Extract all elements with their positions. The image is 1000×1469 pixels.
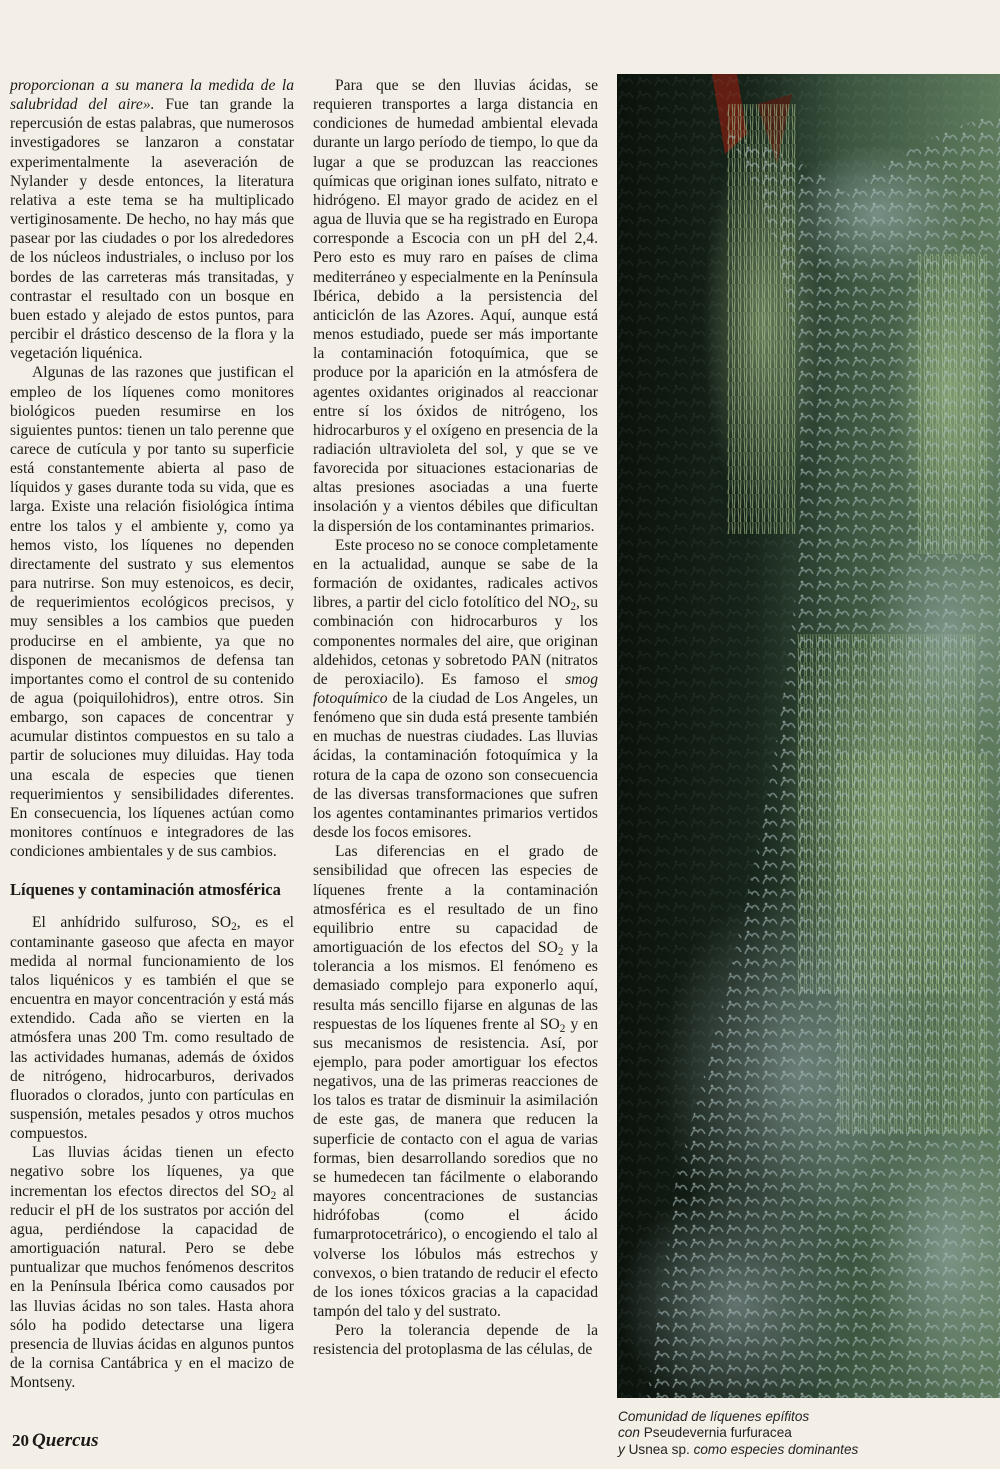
lichen-photo-icon [617,74,1000,1398]
lichen-photo-svg [617,74,1000,1398]
photo-caption [618,1409,998,1458]
middle-column [313,76,598,1359]
left-paragraph-2: Algunas de las razones que justifican el empleo de los líquenes como monitores biológicos pueden resumirse en los siguientes puntos: tienen un talo perenne que carece de cutícula y por tanto su superficie está constantemente abierta al paso de líquidos y gases durante toda su vida, que es larga. Existe una relación fisiológica íntima entre los talos y el ambiente y, como ya hemos visto, los líquenes no dependen directamente del sustrato y sus elementos para nutrirse. Son muy estenoicos, es decir, de requerimientos ecológicos precisos, y muy sensibles a los cambios que pueden producirse en el ambiente, ya que no disponen de mecanismos de defensa tan importantes como el control de su contenido de agua (poiquilohidros), entre otros. Sin embargo, son capaces de concentrar y acumular distintos compuestos en su talo a partir de soluciones muy diluidas. Hay toda una escala de especies que tienen requerimientos y sensibilidades diferentes. En consecuencia, los líquenes actúan como monitores contínuos e integradores de las condiciones ambientales y de sus cambios. [10,364,294,861]
species-pseudevernia: Pseudevernia furfuracea [643,1425,792,1441]
left-paragraph-1: proporcionan a su manera la medida de la salubridad del aire». Fue tan grande la repercusión de estas palabras, que numerosos investigadores se lanzaron a constatar experimentalmente la aseveración de Nylander y desde entonces, la literatura relativa a este tema se ha multiplicado vertiginosamente. De hecho, no hay más que pasear por las ciudades o por los alrededores de los núcleos industriales, o incluso por los bordes de las carreteras más transitadas, y contrastar el resultado con un bosque en buen estado y alejado de estos puntos, para percibir el drástico descenso de la flora y la vegetación liquénica. [10,77,294,363]
middle-paragraph-2: Este proceso no se conoce completamente en la actualidad, aunque se sabe de la formación de oxidantes, radicales activos libres, a partir del ciclo fotolítico del $NO_2$, su combinación con hidrocarburos y los componentes normales del aire, que originan aldehidos, cetonas y sobretodo PAN (nitratos de peroxiacilo). Es famoso el smog fotoquímico de la ciudad de Los Angeles, un fenómeno que sin duda está presente también en muchas de nuestras ciudades. Las lluvias ácidas, la contaminación fotoquímica y la rotura de la capa de ozono son consecuencia de las diversas transformaciones que sufren los agentes contaminantes primarios vertidos desde los focos emisores. [313,536,598,842]
page-number: 20 [12,1431,29,1450]
left-paragraph-4: Las lluvias ácidas tienen un efecto negativo sobre los líquenes, ya que incrementan los efectos directos del $SO_2$ al reducir el pH de los sustratos por acción del agua, perdiéndose la capacidad de amortiguación natural. Pero se debe puntualizar que muchos fenómenos descritos en la Península Ibérica como causados por las lluvias ácidas no son tales. Hasta ahora sólo ha podido detectarse una ligera presencia de lluvias ácidas en algunos puntos de la cornisa Cantábrica y en el macizo de Montseny. [10,1144,294,1392]
page-folio [12,1430,99,1452]
caption-line-3: y Usnea sp. como especies dominantes [618,1441,859,1457]
left-column [10,76,294,1392]
middle-paragraph-3: Las diferencias en el grado de sensibilidad que ofrecen las especies de líquenes frente a la contaminación atmosférica es el resultado de un fino equilibrio entre su capacidad de amortiguación de los efectos del $SO_2$ y la tolerancia a los mismos. El fenómeno es demasiado complejo para exponerlo aquí, resulta más sencillo fijarse en algunas de las respuestas de los líquenes frente al $SO_2$ y en sus mecanismos de resistencia. Así, por ejemplo, para poder amortiguar los efectos negativos, una de las primeras reacciones de los talos es tratar de disminuir la asimilación de este gas, de manera que reducen la superficie de contacto con el agua de varias formas, bien desarrollando soredios que no se humedecen tan fácilmente o elaborando mayores concentraciones de sustancias hidrófobas (como el ácido fumarprotocetrárico), o encogiendo el talo al volverse los lóbulos más estrechos y convexos, o bien tratando de reducir el efecto de los iones tóxicos gracias a la capacidad tampón del talo y del sustrato. [313,843,599,1320]
left-paragraph-3: El anhídrido sulfuroso, $SO_2$, es el contaminante gaseoso que afecta en mayor medida al normal funcionamiento de los talos liquénicos y es también el que se encuentra en mayor concentración y está más extendido. Cada año se vierten en la atmósfera unas 200 Tm. como resultado de las actividades humanas, además de óxidos de nitrógeno, hidrocarburos, derivados fluorados o clorados, junto con partículas en suspensión, metales pesados y otros muchos compuestos. [10,914,294,1143]
species-usnea: Usnea sp. [628,1441,690,1457]
middle-paragraph-4: Pero la tolerancia depende de la resistencia del protoplasma de las células, de [313,1322,598,1359]
quote-italic: proporcionan a su manera la medida de la salubridad del aire». [10,77,294,114]
magazine-name: Quercus [32,1430,99,1451]
middle-paragraph-1: Para que se den lluvias ácidas, se requieren transportes a larga distancia en condiciones de humedad ambiental elevada durante un largo período de tiempo, lo que da lugar a que se produzcan las reacciones químicas que originan iones sulfato, nitrato e hidrógeno. El mayor grado de acidez en el agua de lluvia que se ha registrado en Europa corresponde a Escocia con un pH del 2,4. Pero esto es muy raro en países de clima mediterráneo y especialmente en la Península Ibérica, debido a la persistencia del anticiclón de las Azores. Aquí, aunque está menos estudiado, puede ser más importante la contaminación fotoquímica, que se produce por la aparición en la atmósfera de agentes oxidantes originados al reaccionar entre sí los óxidos de nitrógeno, los hidrocarburos y el oxígeno en presencia de la radiación ultravioleta del sol, y que se ve favorecida por situaciones estacionarias de altas presiones asociadas a una fuerte insolación y a vientos débiles que dificultan la dispersión de los contaminantes primarios. [313,77,598,535]
caption-line-1: Comunidad de líquenes epífitos [618,1409,810,1424]
caption-line-2: con Pseudevernia furfuracea [618,1425,792,1441]
section-heading: Líquenes y contaminación atmosférica [10,880,281,900]
